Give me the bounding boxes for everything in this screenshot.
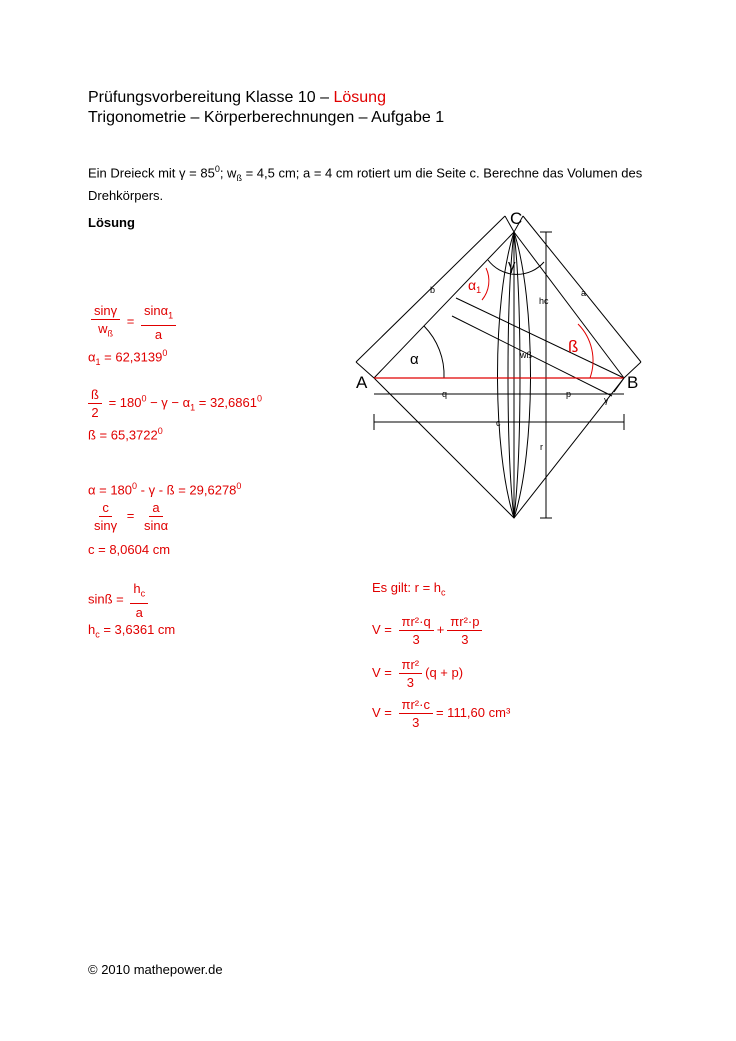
angle-small-gamma-label: γ [604,395,609,405]
arc-alpha [424,326,444,378]
formula-sine-rule-2: $\frac{c}{\sin\gamma}$ = $\frac{a}{\sin\alpha}$ [94,500,169,533]
angle-beta-label: ß [568,337,579,356]
title-highlight: Lösung [333,89,386,106]
formula-c: c = 8,0604 cm [88,542,171,557]
formula-alpha1: $\alpha_1 = 62,3139^0$ [88,348,168,367]
lower-triangle [374,378,624,518]
formula-half-beta: $\frac{ß}{2}$ = $180^0 - \gamma - \alpha_1 = 32,6861^0$ [88,387,262,420]
task-text: Ein Dreieck mit $\gamma = 85^0$; $w_ß = 4,5$ cm; a = 4 cm rotiert um die Seite c. Berechne das Volumen des Drehkörpers. [88,164,643,203]
formula-volume-2: V = $\frac{\text{πr²}}{3}$ (q + p) [372,657,464,690]
arc-alpha1 [482,268,489,300]
formula-alpha: $\alpha = 180^0 - \gamma$ - ß = $29,6278^0$ [88,481,242,498]
height-hc-label: hc [539,296,549,306]
segment-p-label: p [566,389,572,399]
angle-gamma-label: γ [508,257,516,274]
formula-hc: $h_c = 3,6361$ cm [88,622,176,640]
page-title [88,88,386,108]
angle-alpha1-label: $\alpha_1$ [468,277,482,295]
arc-beta [578,324,593,378]
bisector-wb-label: wß [520,350,532,360]
vertex-c-label: C [510,209,523,228]
formula-beta: ß = $65,3722^0$ [88,426,163,443]
title-prefix: Prüfungsvorbereitung Klasse 10 – [88,89,334,106]
footer-copyright: © 2010 mathepower.de [88,962,223,977]
formula-sine-rule-1: $\frac{\sin\gamma}{w_ß}$ = $\frac{\sin\alpha_1}{a}$ [88,303,179,342]
radius-r-label: r [540,442,543,452]
formula-volume-3: V = $\frac{\text{πr²·c}}{3}$ = 111,60 cm³ [372,697,511,730]
note-r-equals-hc: Es gilt: $r = h_c$ [372,580,446,598]
side-a-label: a [581,288,587,298]
vertex-a-label: A [356,373,368,392]
vertex-b-label: B [627,373,639,392]
lens-left [498,232,515,518]
angle-alpha-label: α [410,351,419,368]
segment-q-label: q [442,389,448,399]
arc-gamma [488,260,544,274]
formula-volume-1: V = $\frac{\text{πr²·q}}{3}$ + $\frac{\text{πr²·p}}{3}$ [372,614,485,647]
solution-label: Lösung [88,215,135,230]
side-b-label: b [430,285,436,295]
formula-sin-beta: sinß = $\frac{h_c}{a}$ [88,581,151,620]
page-subtitle: Trigonometrie – Körperberechnungen – Aufgabe 1 [88,109,445,126]
rotation-body-diagram [340,200,660,530]
dimension-wb [452,316,612,396]
side-c-label: c [496,418,501,428]
